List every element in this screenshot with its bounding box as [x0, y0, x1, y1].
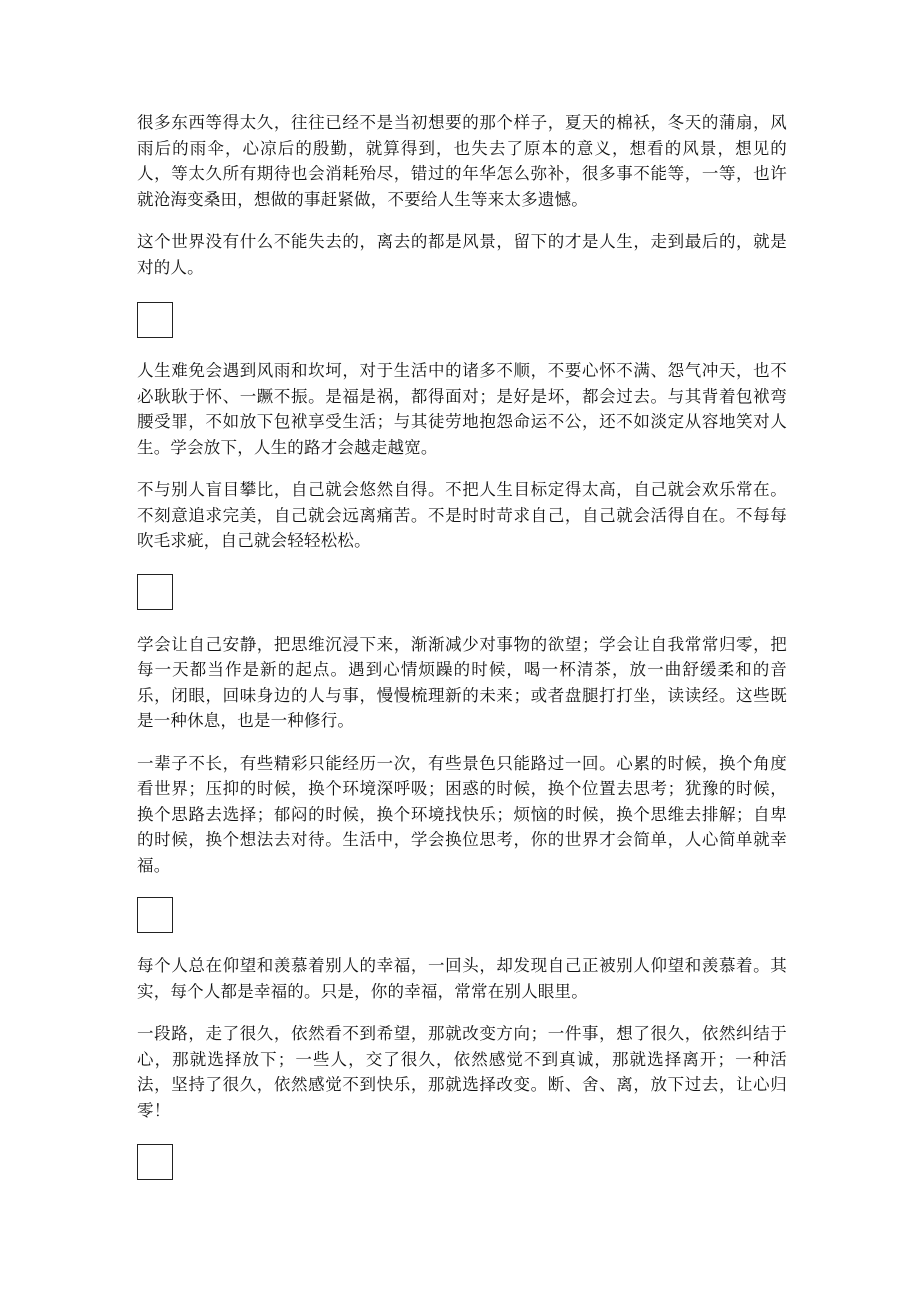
paragraph-4: 不与别人盲目攀比，自己就会悠然自得。不把人生目标定得太高，自己就会欢乐常在。不刻意追求完美，自己就会远离痛苦。不是时时苛求自己，自己就会活得自在。不每每吹毛求疵，自己就会轻轻松松。: [137, 480, 787, 550]
paragraph-1: 很多东西等得太久，往往已经不是当初想要的那个样子，夏天的棉袄，冬天的蒲扇，风雨后的雨伞，心凉后的殷勤，就算得到，也失去了原本的意义，想看的风景，想见的人，等太久所有期待也会消耗殆尽，错过的年华怎么弥补，很多事不能等，一等，也许就沧海变桑田，想做的事赶紧做，不要给人生等来太多遗憾。: [137, 113, 787, 209]
image-placeholder-4: [137, 1144, 173, 1180]
document-body: [137, 110, 787, 1180]
image-placeholder-3: [137, 897, 173, 933]
paragraph-6: 一辈子不长，有些精彩只能经历一次，有些景色只能路过一回。心累的时候，换个角度看世界；压抑的时候，换个环境深呼吸；困惑的时候，换个位置去思考；犹豫的时候，换个思路去选择；郁闷的时候，换个环境找快乐；烦恼的时候，换个思维去排解；自卑的时候，换个想法去对待。生活中，学会换位思考，你的世界才会简单，人心简单就幸福。: [137, 753, 787, 875]
image-placeholder-1: [137, 302, 173, 338]
paragraph-3: 人生难免会遇到风雨和坎坷，对于生活中的诸多不顺，不要心怀不满、怨气冲天，也不必耿耿于怀、一蹶不振。是福是祸，都得面对；是好是坏，都会过去。与其背着包袱弯腰受罪，不如放下包袱享受生活；与其徒劳地抱怨命运不公，还不如淡定从容地笑对人生。学会放下，人生的路才会越走越宽。: [137, 361, 787, 457]
paragraph-5: 学会让自己安静，把思维沉浸下来，渐渐减少对事物的欲望；学会让自我常常归零，把每一天都当作是新的起点。遇到心情烦躁的时候，喝一杯清茶，放一曲舒缓柔和的音乐，闭眼，回味身边的人与事，慢慢梳理新的未来；或者盘腿打打坐，读读经。这些既是一种休息，也是一种修行。: [137, 634, 787, 730]
paragraph-7: 每个人总在仰望和羡慕着别人的幸福，一回头，却发现自己正被别人仰望和羡慕着。其实，每个人都是幸福的。只是，你的幸福，常常在别人眼里。: [137, 956, 787, 1001]
paragraph-8: 一段路，走了很久，依然看不到希望，那就改变方向；一件事，想了很久，依然纠结于心，那就选择放下；一些人，交了很久，依然感觉不到真诚，那就选择离开；一种活法，坚持了很久，依然感觉不到快乐，那就选择改变。断、舍、离，放下过去，让心归零！: [137, 1024, 787, 1120]
paragraph-2: 这个世界没有什么不能失去的，离去的都是风景，留下的才是人生，走到最后的，就是对的人。: [137, 232, 787, 277]
image-placeholder-2: [137, 574, 173, 610]
